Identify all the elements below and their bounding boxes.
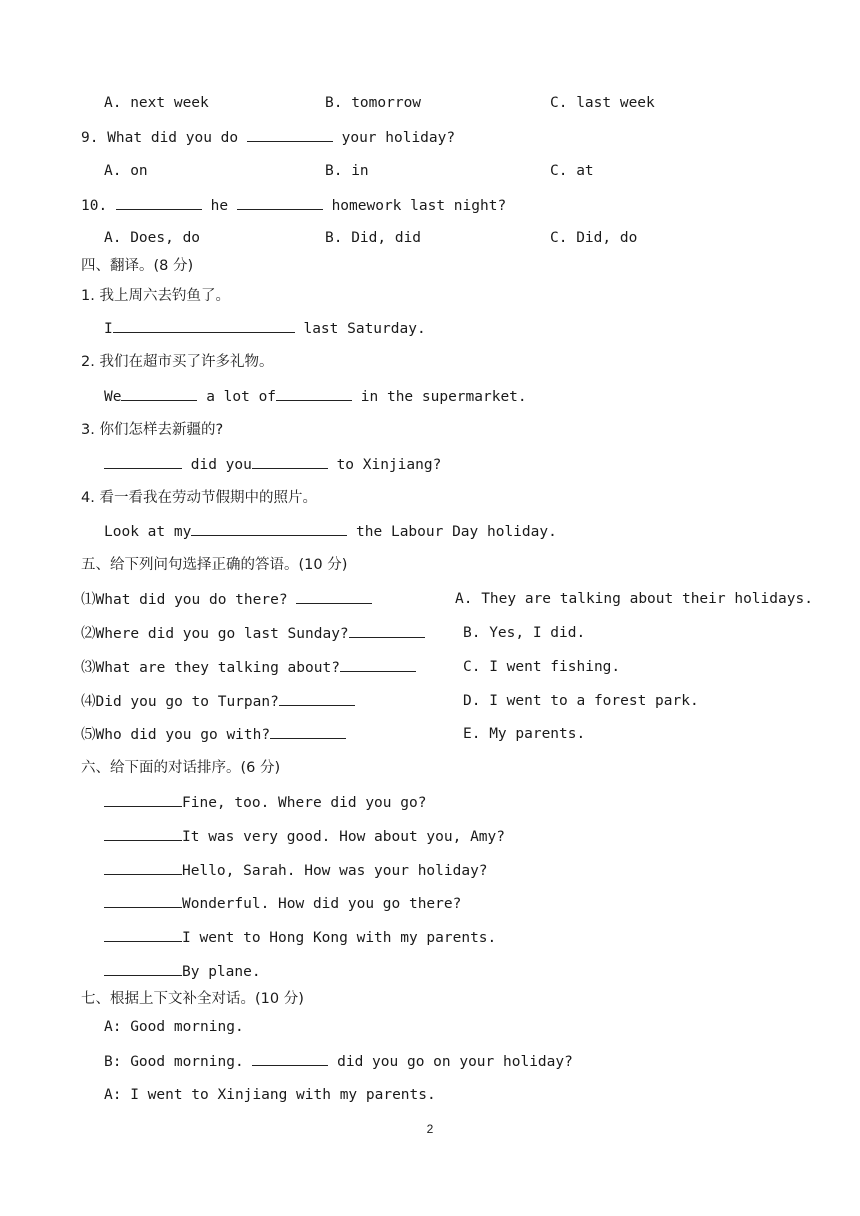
s5-question-3-text: ⑶What are they talking about?	[81, 660, 340, 676]
question-10	[81, 195, 506, 216]
s6-line-1-blank	[104, 792, 182, 807]
s7-dialog-line-1: A: Good morning.	[104, 1019, 244, 1035]
s5-question-4-blank	[279, 691, 355, 706]
s7-dialog-line-2	[104, 1051, 573, 1072]
s4-item-3-blank-1	[104, 454, 182, 469]
s6-line-1	[104, 792, 426, 813]
s4-item-4-english	[104, 521, 557, 542]
s5-question-5	[81, 724, 346, 745]
q9-option-c: C. at	[550, 163, 594, 179]
s7-line-2-text-after: did you go on your holiday?	[328, 1054, 573, 1070]
s5-question-3	[81, 657, 416, 678]
s6-line-2-blank	[104, 826, 182, 841]
s5-question-2	[81, 623, 425, 644]
s6-line-6-text: By plane.	[182, 964, 261, 980]
s4-item-1-text-after: last Saturday.	[294, 321, 426, 337]
s6-line-4-text: Wonderful. How did you go there?	[182, 896, 462, 912]
s6-line-3-text: Hello, Sarah. How was your holiday?	[182, 863, 488, 879]
q8-option-c: C. last week	[550, 95, 655, 111]
s6-line-3	[104, 860, 488, 881]
s5-question-1	[81, 589, 372, 610]
section-6-heading: 六、给下面的对话排序。(6 分)	[81, 760, 281, 776]
s6-line-4-blank	[104, 893, 182, 908]
q10-option-c: C. Did, do	[550, 230, 638, 246]
s4-item-2-text-before: We	[104, 389, 122, 405]
s4-item-3-blank-2	[252, 454, 328, 469]
q10-option-b: B. Did, did	[325, 230, 422, 246]
q10-text-before: 10.	[81, 198, 116, 214]
s4-item-2-english	[104, 386, 527, 407]
s5-question-2-blank	[349, 623, 425, 638]
s4-item-3-text-mid: did you	[182, 457, 252, 473]
s4-item-2-blank-1	[121, 386, 197, 401]
s4-item-1-text-before: I	[104, 321, 113, 337]
s5-answer-d: D. I went to a forest park.	[463, 693, 699, 709]
q8-option-a: A. next week	[104, 95, 209, 111]
s4-item-3-text-after: to Xinjiang?	[327, 457, 442, 473]
s5-answer-a: A. They are talking about their holidays.	[455, 591, 813, 607]
s6-line-5-text: I went to Hong Kong with my parents.	[182, 930, 497, 946]
s6-line-6	[104, 961, 261, 982]
s5-answer-c: C. I went fishing.	[463, 659, 621, 675]
s7-line-2-text-before: B: Good morning.	[104, 1054, 253, 1070]
s4-item-1-chinese: 1. 我上周六去钓鱼了。	[81, 288, 230, 304]
s6-line-5-blank	[104, 927, 182, 942]
s5-answer-b: B. Yes, I did.	[463, 625, 586, 641]
s4-item-3-english	[104, 454, 441, 475]
s6-line-3-blank	[104, 860, 182, 875]
s4-item-2-chinese: 2. 我们在超市买了许多礼物。	[81, 354, 274, 370]
q9-option-b: B. in	[325, 163, 369, 179]
s6-line-2	[104, 826, 505, 847]
s6-line-1-text: Fine, too. Where did you go?	[182, 795, 427, 811]
page-number: 2	[426, 1122, 434, 1136]
section-4-heading: 四、翻译。(8 分)	[81, 258, 194, 274]
s5-question-4-text: ⑷Did you go to Turpan?	[81, 694, 279, 710]
s5-question-4	[81, 691, 355, 712]
s4-item-4-text-before: Look at my	[104, 524, 192, 540]
q10-blank-2	[237, 195, 323, 210]
s6-line-5	[104, 927, 496, 948]
question-9	[81, 127, 455, 148]
s5-question-1-text: ⑴What did you do there?	[81, 592, 297, 608]
s7-line-2-blank	[252, 1051, 328, 1066]
s4-item-1-blank	[113, 318, 295, 333]
s5-question-5-blank	[270, 724, 346, 739]
q9-text-after: your holiday?	[332, 130, 456, 146]
s6-line-4	[104, 893, 461, 914]
section-7-heading: 七、根据上下文补全对话。(10 分)	[81, 991, 304, 1007]
s5-question-5-text: ⑸Who did you go with?	[81, 727, 271, 743]
q10-text-mid: he	[201, 198, 237, 214]
q10-option-a: A. Does, do	[104, 230, 201, 246]
s5-answer-e: E. My parents.	[463, 726, 586, 742]
q9-option-a: A. on	[104, 163, 148, 179]
s4-item-4-text-after: the Labour Day holiday.	[347, 524, 557, 540]
s6-line-2-text: It was very good. How about you, Amy?	[182, 829, 506, 845]
q9-text-before: 9. What did you do	[81, 130, 247, 146]
q10-text-after: homework last night?	[322, 198, 507, 214]
q8-option-b: B. tomorrow	[325, 95, 422, 111]
s6-line-6-blank	[104, 961, 182, 976]
s4-item-1-english	[104, 318, 426, 339]
s4-item-4-blank	[191, 521, 347, 536]
s5-question-1-blank	[296, 589, 372, 604]
q9-blank	[247, 127, 333, 142]
s4-item-3-chinese: 3. 你们怎样去新疆的?	[81, 422, 224, 438]
s4-item-2-text-after: in the supermarket.	[352, 389, 527, 405]
s5-question-3-blank	[340, 657, 416, 672]
s4-item-4-chinese: 4. 看一看我在劳动节假期中的照片。	[81, 490, 317, 506]
q10-blank-1	[116, 195, 202, 210]
s5-question-2-text: ⑵Where did you go last Sunday?	[81, 626, 349, 642]
s7-dialog-line-3: A: I went to Xinjiang with my parents.	[104, 1087, 436, 1103]
s4-item-2-blank-2	[276, 386, 352, 401]
s4-item-2-text-mid: a lot of	[197, 389, 277, 405]
section-5-heading: 五、给下列问句选择正确的答语。(10 分)	[81, 557, 348, 573]
